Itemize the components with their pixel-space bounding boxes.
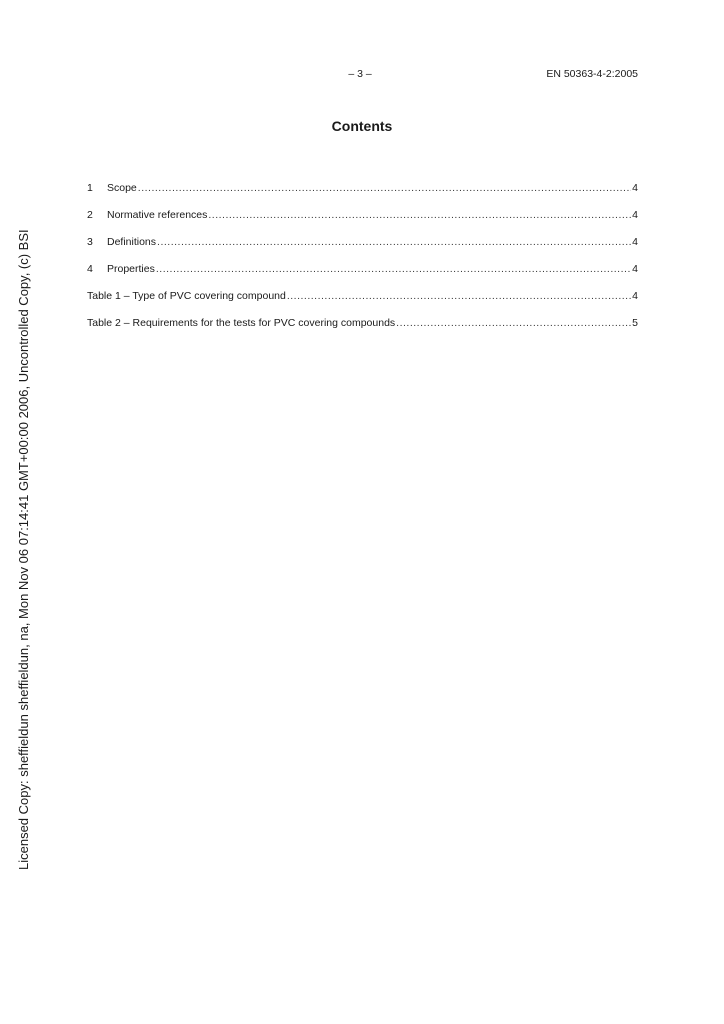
toc-entry-page: 4 xyxy=(632,182,638,194)
toc-entry-number: 3 xyxy=(87,236,93,248)
toc-entry-definitions[interactable] xyxy=(87,236,638,250)
toc-entry-table-1[interactable] xyxy=(87,290,638,304)
toc-entry-page: 4 xyxy=(632,290,638,302)
toc-entry-page: 4 xyxy=(632,263,638,275)
toc-entry-title: Table 1 – Type of PVC covering compound xyxy=(87,290,286,302)
document-id: EN 50363-4-2:2005 xyxy=(546,68,638,80)
toc-entry-title: Scope xyxy=(107,182,137,194)
table-of-contents xyxy=(87,182,638,344)
page-number: – 3 – xyxy=(348,68,372,80)
toc-entry-properties[interactable] xyxy=(87,263,638,277)
toc-entry-page: 4 xyxy=(632,209,638,221)
toc-leader-dots xyxy=(156,263,631,275)
page-title: Contents xyxy=(331,118,393,134)
toc-entry-number: 1 xyxy=(87,182,93,194)
toc-entry-page: 4 xyxy=(632,236,638,248)
toc-leader-dots xyxy=(138,182,631,194)
toc-entry-table-2[interactable] xyxy=(87,317,638,331)
toc-entry-title: Definitions xyxy=(107,236,157,248)
toc-entry-scope[interactable] xyxy=(87,182,638,196)
toc-entry-number: 4 xyxy=(87,263,93,275)
toc-entry-title: Table 2 – Requirements for the tests for PVC covering compounds xyxy=(87,317,396,329)
toc-entry-page: 5 xyxy=(632,317,638,329)
toc-leader-dots xyxy=(287,290,631,302)
toc-leader-dots xyxy=(157,236,631,248)
license-watermark-text: Licensed Copy: sheffieldun sheffieldun, na, Mon Nov 06 07:14:41 GMT+00:00 2006, Uncontrolled Copy, (c) BSI xyxy=(16,229,31,870)
toc-entry-number: 2 xyxy=(87,209,93,221)
toc-leader-dots xyxy=(208,209,631,221)
toc-entry-title: Properties xyxy=(107,263,155,275)
toc-entry-title: Normative references xyxy=(107,209,208,221)
toc-leader-dots xyxy=(396,317,631,329)
toc-entry-normative-references[interactable] xyxy=(87,209,638,223)
